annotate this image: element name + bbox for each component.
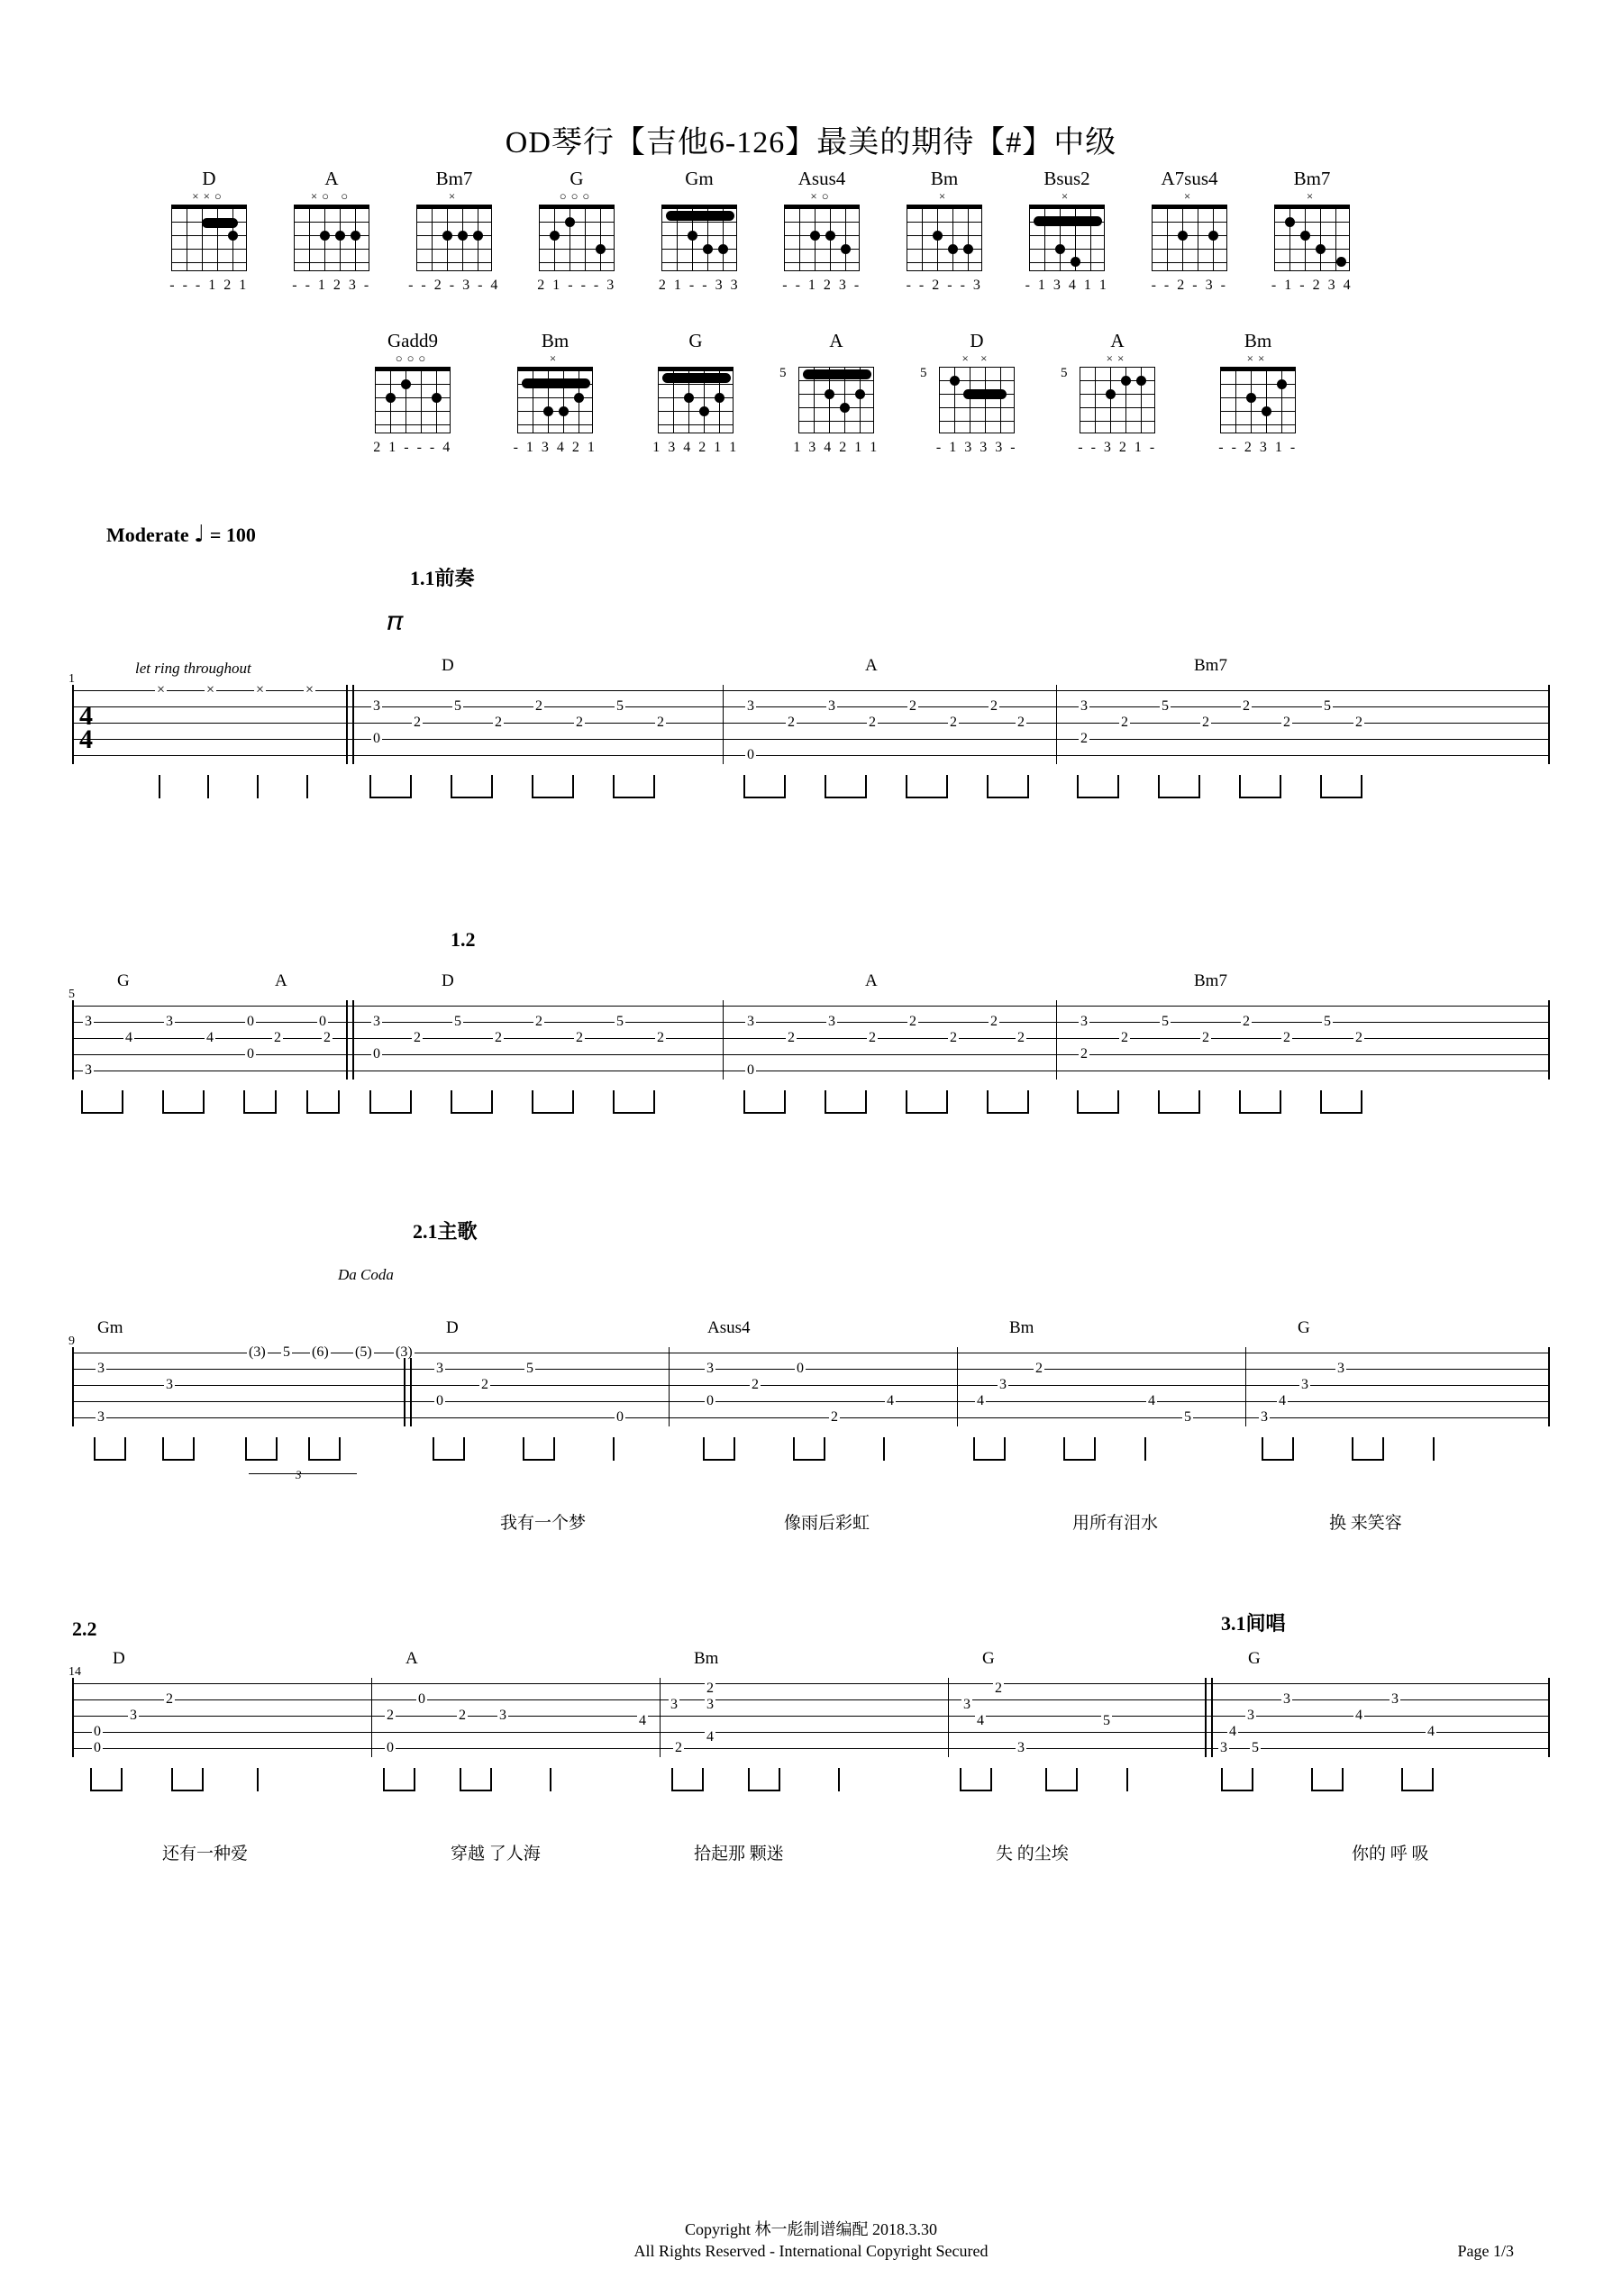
chord-diagram — [896, 167, 993, 295]
chord-name: Bm7 — [435, 168, 473, 189]
tab-staff: 2 3 0 0 0 2 2 3 0 2 3 3 4 4 2 2 3 4 5 3 3 3 3 4 4 4 5 3 — [72, 1678, 1550, 1757]
chord-label: Bm — [1009, 1318, 1034, 1337]
chord-string-marks: ×○ ○ — [310, 189, 353, 203]
tempo-value: = 100 — [209, 524, 256, 546]
chord-grid — [375, 367, 451, 433]
section-label-1-1: 1.1前奏 — [410, 567, 475, 589]
chord-string-marks: × — [448, 189, 460, 203]
chord-grid — [1274, 205, 1350, 271]
tab-system-4 — [68, 1649, 1550, 1863]
chord-grid — [1152, 205, 1227, 271]
lyric-line: 穿越 了人海 — [451, 1845, 541, 1863]
chord-string-marks: ○○○ — [559, 189, 595, 203]
segno-icon: 𝜋 — [387, 606, 404, 637]
chord-fingering: 1 3 4 2 1 1 — [793, 440, 879, 455]
tab-staff: 3 3 0 0 4 4 2 2 0 3 3 5 2 5 2 2 2 2 0 3 3 2 2 2 2 2 2 0 3 5 2 5 2 2 2 2 2 — [72, 1000, 1550, 1080]
chord-name: Bm — [1244, 330, 1272, 351]
lyric-line: 你的 呼 吸 — [1352, 1845, 1429, 1863]
chord-name: A — [1110, 330, 1125, 351]
let-ring-text: let ring throughout — [135, 660, 251, 677]
chord-name: Gm — [685, 168, 714, 189]
section-label-3-1: 3.1间唱 — [1221, 1612, 1286, 1635]
chord-fingering: - - 2 - 3 - — [1151, 278, 1228, 293]
lyric-line: 拾起那 颗迷 — [694, 1845, 784, 1863]
chord-string-marks: ××○ — [192, 189, 226, 203]
chord-grid — [1220, 367, 1296, 433]
chord-diagram — [1209, 329, 1307, 457]
chord-name: G — [688, 330, 703, 351]
chord-label: D — [113, 1649, 125, 1668]
chord-name: Bsus2 — [1043, 168, 1090, 189]
chord-string-marks: ×○ — [810, 189, 834, 203]
tab-staff: 4 4 × × × × 3 5 2 5 2 2 2 2 0 3 3 2 2 2 2 2 2 0 3 5 2 5 2 2 2 2 2 — [72, 685, 1550, 764]
chord-name: D — [970, 330, 984, 351]
chord-name: Asus4 — [797, 168, 846, 189]
chord-label: Asus4 — [707, 1318, 751, 1337]
rhythm-row — [72, 1090, 1550, 1126]
chord-label: G — [982, 1649, 995, 1668]
chord-string-marks: × — [1183, 189, 1196, 203]
chord-fingering: - 1 3 4 2 1 — [513, 440, 597, 455]
page-number: Page 1/3 — [1457, 2242, 1514, 2260]
chord-label: A — [406, 1649, 418, 1668]
lyric-line: 像雨后彩虹 — [784, 1514, 870, 1533]
measure-number: 14 — [68, 1665, 81, 1679]
chord-label: A — [275, 971, 287, 990]
lyric-line: 换 来笑容 — [1329, 1514, 1402, 1533]
chord-grid — [517, 367, 593, 433]
tab-system-2 — [68, 971, 1550, 1080]
chord-name: A — [829, 330, 843, 351]
chord-grid — [539, 205, 615, 271]
lyric-line: 还有一种爱 — [162, 1845, 249, 1863]
chord-grid — [784, 205, 860, 271]
copyright-line-1: Copyright 林一彪制谱编配 2018.3.30 — [684, 2220, 937, 2238]
chord-grid — [294, 205, 369, 271]
tab-system-1 — [68, 656, 1550, 764]
chord-grid — [661, 205, 737, 271]
chord-string-marks: × — [1061, 189, 1073, 203]
chord-grid — [416, 205, 492, 271]
chord-string-marks: ×× — [1246, 351, 1270, 365]
section-label-2-2: 2.2 — [72, 1617, 97, 1640]
chord-name: Bm7 — [1293, 168, 1331, 189]
chord-string-marks: × — [549, 351, 561, 365]
chord-name: A7sus4 — [1161, 168, 1218, 189]
chord-fingering: 1 3 4 2 1 1 — [652, 440, 739, 455]
fret-number: 5 — [779, 366, 787, 380]
chord-grid — [1029, 205, 1105, 271]
chord-label: A — [865, 656, 878, 675]
chord-name: Bm — [541, 330, 570, 351]
lyric-line: 用所有泪水 — [1072, 1514, 1159, 1533]
tempo-word: Moderate — [106, 524, 189, 546]
chord-fingering: 2 1 - - 3 3 — [658, 278, 741, 293]
chord-label: D — [442, 971, 454, 990]
chord-diagram — [1061, 329, 1166, 457]
chord-name: A — [324, 168, 339, 189]
chord-grid — [658, 367, 734, 433]
chord-name: D — [202, 168, 216, 189]
chord-diagram — [779, 329, 885, 457]
chord-grid — [779, 366, 874, 433]
section-label-1-2: 1.2 — [451, 928, 476, 951]
lyric-line: 失 的尘埃 — [996, 1845, 1069, 1863]
chord-diagram — [647, 329, 744, 457]
chord-fingering: - - 1 2 3 - — [292, 278, 371, 293]
chord-name: Bm — [930, 168, 959, 189]
chord-string-marks — [788, 352, 885, 365]
chord-label: G — [1248, 1649, 1261, 1668]
chord-string-marks: × — [1306, 189, 1318, 203]
quarter-note-icon: ♩ — [194, 521, 205, 548]
chord-fingering: - - 1 2 3 - — [782, 278, 861, 293]
chord-label: Gm — [97, 1318, 123, 1337]
chord-string-marks: × × — [961, 351, 992, 365]
chord-diagram — [528, 167, 625, 295]
chord-diagram — [406, 167, 503, 295]
fret-number: 5 — [1061, 366, 1068, 380]
chord-name: G — [570, 168, 584, 189]
fret-number: 5 — [920, 366, 927, 380]
tuplet-number: 3 — [296, 1468, 302, 1481]
chord-fingering: - 1 - 2 3 4 — [1271, 278, 1353, 293]
chord-diagram — [773, 167, 870, 295]
chord-string-marks: × — [938, 189, 951, 203]
rhythm-row — [72, 775, 1550, 811]
measure-number: 9 — [68, 1335, 75, 1348]
tab-system-3 — [68, 1318, 1550, 1533]
chord-fingering: 2 1 - - - 4 — [373, 440, 452, 455]
chord-fingering: - - 2 - 3 - 4 — [408, 278, 500, 293]
chord-fingering: - 1 3 3 3 - — [935, 440, 1018, 455]
measure-number: 5 — [68, 988, 75, 1001]
chord-string-marks — [651, 190, 748, 203]
chord-fingering: - 1 3 4 1 1 — [1025, 278, 1109, 293]
tab-staff: (3) 5 (6) (5) (3) 3 3 3 3 5 2 0 0 3 0 2 0 4 2 2 3 4 4 3 3 4 5 3 — [72, 1347, 1550, 1426]
chord-string-marks: ×× — [1106, 351, 1129, 365]
copyright-line-2: All Rights Reserved - International Copyright Secured — [633, 2242, 989, 2260]
chord-diagram — [364, 329, 461, 457]
chord-label: G — [117, 971, 130, 990]
chord-fingering: - - 2 - - 3 — [906, 278, 983, 293]
chord-label: G — [1298, 1318, 1310, 1337]
chord-grid — [907, 205, 982, 271]
chord-grid — [1061, 366, 1155, 433]
chord-label: D — [446, 1318, 459, 1337]
chord-string-marks: ○○○ — [395, 351, 431, 365]
chord-string-marks — [647, 352, 744, 365]
chord-label: Bm — [694, 1649, 719, 1668]
rhythm-row — [72, 1437, 1550, 1479]
chord-label: A — [865, 971, 878, 990]
time-signature: 4 4 — [79, 701, 93, 754]
chord-name: Gadd9 — [387, 330, 438, 351]
section-label-2-1: 2.1主歌 — [413, 1220, 478, 1243]
chord-label: Bm7 — [1194, 656, 1227, 675]
chord-grid — [171, 205, 247, 271]
chord-diagram — [1263, 167, 1361, 295]
chord-fingering: - - - 1 2 1 — [169, 278, 249, 293]
chord-diagram — [506, 329, 604, 457]
chord-diagram — [283, 167, 380, 295]
tempo-marking — [106, 521, 256, 548]
page-title: OD琴行【吉他6-126】最美的期待【#】中级 — [505, 126, 1117, 159]
chord-fingering: - - 3 2 1 - — [1078, 440, 1157, 455]
chord-label: Bm7 — [1194, 971, 1227, 990]
lyric-line: 我有一个梦 — [500, 1514, 587, 1533]
chord-diagram — [160, 167, 258, 295]
chord-fingering: - - 2 3 1 - — [1218, 440, 1298, 455]
chord-grid — [920, 366, 1015, 433]
chord-diagram — [651, 167, 748, 295]
chord-diagram — [1141, 167, 1238, 295]
rhythm-row — [72, 1768, 1550, 1804]
chord-diagram — [1018, 167, 1116, 295]
chord-diagram — [920, 329, 1025, 457]
measure-number: 1 — [68, 672, 75, 686]
chord-label: D — [442, 656, 454, 675]
chord-fingering: 2 1 - - - 3 — [537, 278, 616, 293]
da-coda-text: Da Coda — [338, 1266, 394, 1283]
